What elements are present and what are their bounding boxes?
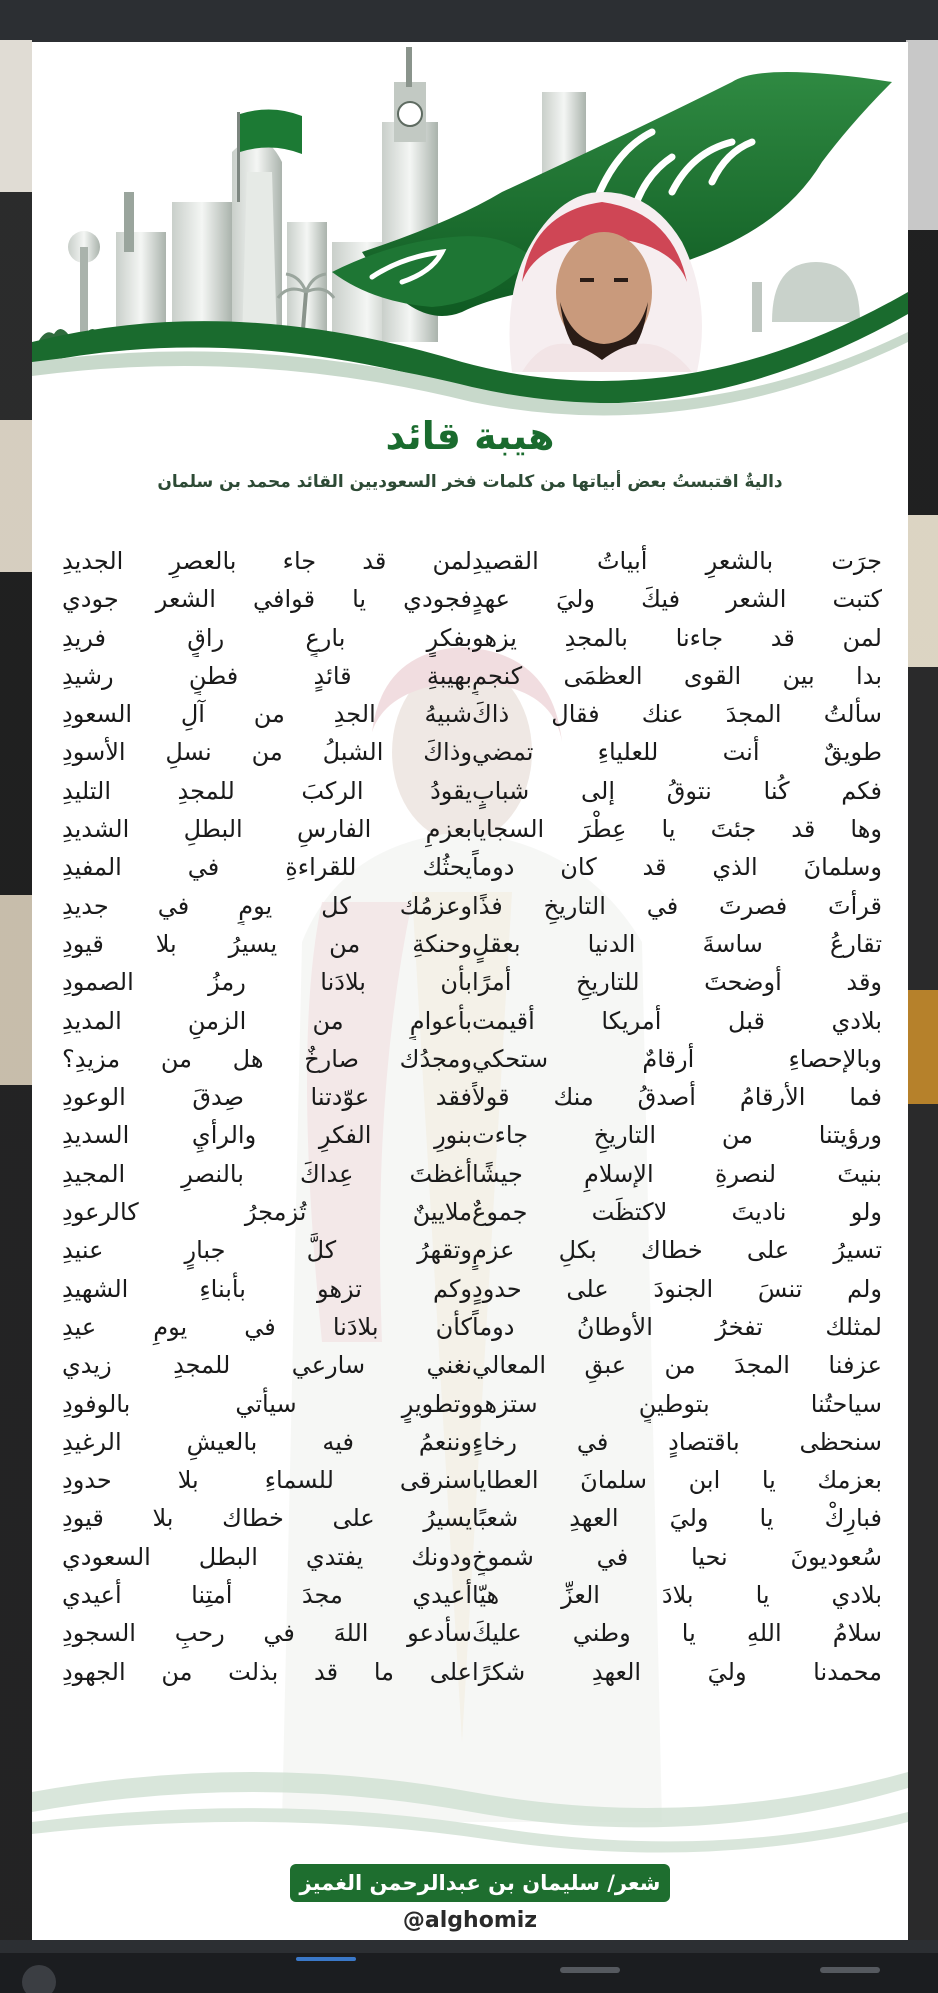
saudi-flag-icon [237, 112, 240, 202]
poem-line: وتقهرُ كلَّ جبارٍ عنيدِ [62, 1236, 472, 1265]
poem-line: فما الأرقامُ أصدقُ منك قولاً [472, 1083, 882, 1112]
poem-poster [32, 42, 908, 1940]
poem-line: بدا بين القوى العظمَى كنجمٍ [472, 661, 882, 690]
background-app-right [906, 40, 938, 1940]
poem-line: وبالإحصاءِ أرقامٌ ستحكي [472, 1044, 882, 1073]
poem-line: بعزمك يا ابن سلمانَ العطايا [472, 1466, 882, 1495]
poem-line: تقارعُ ساسةَ الدنيا بعقلٍ [472, 929, 882, 958]
poem-line: سأدعو اللهَ في رحبِ السجودِ [62, 1619, 472, 1648]
poem-line: على ما قد بذلت من الجهودِ [62, 1657, 472, 1686]
poem-line: ملايينٌ تُزمجرُ كالرعودِ [62, 1198, 472, 1227]
poem-line: كتبت الشعر فيكَ وليَ عهدٍ [472, 585, 882, 614]
poem-line: وذاكَ الشبلُ من نسلِ الأسودِ [62, 738, 472, 767]
poem-line: شبيهُ الجدِ من آلِ السعودِ [62, 700, 472, 729]
poem-title: هيبة قائد [385, 414, 555, 458]
poem-line: بنورِ الفكرِ والرأيِ السديدِ [62, 1121, 472, 1150]
poem-line: وننعمُ فيه بالعيشِ الرغيدِ [62, 1427, 472, 1456]
skyline-illustration [32, 42, 908, 432]
nav-item-icon[interactable] [820, 1967, 880, 1973]
poem-line: فقد عوّدتنا صِدقَ الوعودِ [62, 1083, 472, 1112]
poem-line: وقد أوضحتَ للتاريخِ أمرًا [472, 968, 882, 997]
nav-item-icon[interactable] [560, 1967, 620, 1973]
background-app-left [0, 40, 32, 1940]
poem-line: بلادي قبل أمريكا أقيمت [472, 1006, 882, 1035]
poem-subtitle: داليةٌ اقتبستُ بعض أبياتها من كلمات فخر السعوديين القائد محمد بن سلمان [157, 472, 783, 492]
poem-line: ومجدُك صارخٌ هل من مزيدِ؟ [62, 1044, 472, 1073]
poem-line: ودونك يفتدي البطل السعودي [62, 1542, 472, 1571]
poem-line: يسيرُ على خطاك بلا قيودِ [62, 1504, 472, 1533]
poem-line: بلادي يا بلادَ العزِّ هيّا [472, 1581, 882, 1610]
author-badge: شعر/ سليمان بن عبدالرحمن الغميز [290, 1864, 670, 1902]
poem-line: جرَت بالشعرِ أبياتُ القصيدِ [472, 547, 882, 575]
poem-line: يحثُك للقراءةِ في المفيدِ [62, 853, 472, 882]
poem-line: أغظتَ عِداكَ بالنصرِ المجيدِ [62, 1159, 472, 1188]
poem-line: وعزمُك كل يومٍ في جديدِ [62, 891, 472, 920]
poem-line: محمدنا وليَ العهدِ شكرًا [472, 1657, 882, 1686]
poem-left-column [62, 542, 472, 1691]
poem-line: لمثلك تفخرُ الأوطانُ دوماً [472, 1312, 882, 1341]
poem-line: فجودي يا قوافي الشعر جودي [62, 585, 472, 614]
nav-active-indicator [296, 1957, 356, 1961]
poem-line: ولو ناديتَ لاكتظَت جموعٌ [472, 1198, 882, 1227]
poem-line: سُعوديونَ نحيا في شموخٍ [472, 1542, 882, 1571]
poem-line: قرأتَ فصرتَ في التاريخِ فذًا [472, 891, 882, 920]
poem-line: فبارِكْ يا وليَ العهدِ شعبًا [472, 1504, 882, 1533]
poem-line: كأن بلادَنا في يومِ عيدِ [62, 1312, 472, 1341]
poem-line: وسلمانَ الذي قد كان دوماً [472, 853, 882, 882]
poem-line: ولم تنسَ الجنودَ على حدودٍ [472, 1274, 882, 1303]
poem-line: نغني سارعي للمجدِ زيدي [62, 1351, 472, 1380]
poem-line: لمن قد جاءنا بالمجدِ يزهو [472, 623, 882, 652]
poem-line: يقودُ الركبَ للمجدِ التليدِ [62, 776, 472, 805]
bottom-wave-decoration [32, 1732, 908, 1862]
poem-line: طويقٌ أنت للعلياءِ تمضي [472, 738, 882, 767]
poem-line: وحنكةِ من يسيرُ بلا قيودِ [62, 929, 472, 958]
poem-line: بأن بلادَنا رمزُ الصمودِ [62, 968, 472, 997]
poem-line: سياحتُنا بتوطينٍ ستزهو [472, 1389, 882, 1418]
poem-line: وها قد جئتَ يا عِطْرَ السجايا [472, 815, 882, 844]
poem-line: أعيدي مجدَ أمتِنا أعيدي [62, 1581, 472, 1610]
poem-line: سلامُ اللهِ يا وطني عليكَ [472, 1619, 882, 1648]
poem-line: وتطويرٍ سيأتي بالوفودِ [62, 1389, 472, 1418]
poem-line: بعزمِ الفارسِ البطلِ الشديدِ [62, 815, 472, 844]
bottom-navigation-bar [0, 1953, 938, 1993]
poem-line: فكم كُنا نتوقُ إلى شبابٍ [472, 776, 882, 805]
poem-line: بأعوامٍ من الزمنِ المديدِ [62, 1006, 472, 1035]
poem-line: سألتُ المجدَ عنك فقال ذاكَ [472, 700, 882, 729]
poem-line: سنحظى باقتصادٍ في رخاءٍ [472, 1427, 882, 1456]
poem-line: عزفنا المجدَ من عبقِ المعالي [472, 1351, 882, 1380]
poem-line: وكم تزهو بأبناءِ الشهيدِ [62, 1274, 472, 1303]
poem-line: تسيرُ على خطاك بكلِ عزمٍ [472, 1236, 882, 1265]
poem-line: بفكرٍ بارعٍ راقٍ فريدِ [62, 623, 472, 652]
poem-line: سنرقى للسماءِ بلا حدودِ [62, 1466, 472, 1495]
poem-line: ورؤيتنا من التاريخِ جاءت [472, 1121, 882, 1150]
social-handle: @alghomiz [402, 1908, 538, 1933]
poem-line: بهيبةِ قائدٍ فطنٍ رشيدِ [62, 661, 472, 690]
nav-home-icon[interactable] [22, 1965, 56, 1993]
poem-line: بنيتَ لنصرةِ الإسلامِ جيشًا [472, 1159, 882, 1188]
poem-line: لمن قد جاء بالعصرِ الجديدِ [62, 547, 472, 575]
poem-right-column [472, 542, 882, 1691]
